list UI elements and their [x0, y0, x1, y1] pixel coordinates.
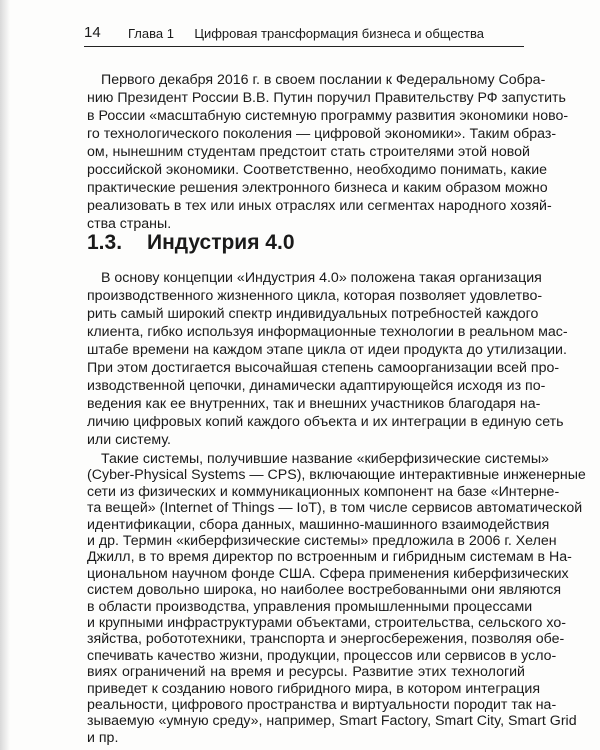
- paragraph-3-line: зываемую «умную среду», например, Smart Factory, Smart City, Smart Grid: [87, 713, 577, 730]
- section-number: 1.3.: [87, 231, 123, 254]
- paragraph-3-line: и крупными инфраструктурами объектами, строительства, сельского хо-: [87, 615, 566, 631]
- paragraph-2-line: В основу концепции «Индустрия 4.0» положена такая организация: [101, 270, 542, 286]
- paragraph-3-line: и др. Термин «киберфизические системы» предложила в 2006 г. Хелен: [87, 533, 557, 549]
- section-title: Индустрия 4.0: [147, 231, 295, 254]
- paragraph-2-line: личию цифровых копий каждого объекта и их интеграции в единую сеть: [87, 414, 564, 430]
- paragraph-3-line: Джилл, в то время директор по встроенным и гибридным системам в На-: [87, 549, 572, 566]
- paragraph-2-line: рить самый широкий спектр индивидуальных потребностей каждого: [87, 306, 539, 322]
- paragraph-3-line: циональном научном фонде США. Сфера применения киберфизических: [87, 565, 569, 582]
- paragraph-3-line: приведет к созданию нового гибридного мира, в котором интеграция: [87, 680, 541, 697]
- paragraph-1-line: нию Президент России В.В. Путин поручил Правительству РФ запустить: [87, 90, 566, 106]
- running-header: [84, 24, 524, 47]
- paragraph-3-line: (Cyber-Physical Systems — CPS), включающие интерактивные инженерные: [87, 467, 586, 484]
- paragraph-2-line: штабе времени на каждом этапе цикла от идеи продукта до утилизации.: [87, 342, 567, 358]
- paragraph-2-line: ведения как ее внутренних, так и внешних участников благодаря на-: [87, 396, 541, 412]
- paragraph-1-line: ства страны.: [87, 216, 172, 232]
- paragraph-1-line: практические решения электронного бизнеса и каким образом можно: [87, 180, 548, 196]
- page-number: 14: [84, 24, 101, 41]
- paragraph-2-line: или систему.: [87, 432, 171, 448]
- paragraph-3-line: та вещей» (Internet of Things — IoT), в том числе сервисов автоматической: [87, 500, 583, 517]
- paragraph-3-line: сети из физических и коммуникационных компонент на базе «Интерне-: [87, 483, 560, 500]
- paragraph-1-line: реализовать в тех или иных отраслях или сегментах народного хозяй-: [87, 198, 552, 214]
- paragraph-3-line: спечивать качество жизни, продукции, процессов или сервисов в усло-: [87, 647, 557, 664]
- paragraph-3-line: реальности, цифрового пространства и виртуальности породит так на-: [87, 697, 557, 713]
- paragraph-3-line: систем довольно широка, но наиболее востребованными они являются: [87, 582, 562, 599]
- paragraph-3-line: идентификации, сбора данных, машинно-машинного взаимодействия: [87, 516, 550, 533]
- paragraph-2-line: клиента, гибко используя информационные технологии в реальном мас-: [87, 324, 568, 340]
- paragraph-2-line: изводственной цепочки, динамически адаптирующейся исходя из по-: [87, 378, 546, 394]
- paragraph-1-line: ом, нынешним студентам предстоит стать строителями этой новой: [87, 144, 530, 160]
- paragraph-3-line: зяйства, робототехники, транспорта и энергосбережения, позволяя обе-: [87, 631, 565, 648]
- paragraph-3-line: в области производства, управления промышленными процессами: [87, 598, 533, 615]
- paragraph-1-line: Первого декабря 2016 г. в своем послании к Федеральному Собра-: [101, 72, 546, 88]
- chapter-label: Глава 1: [128, 26, 174, 41]
- section-heading: [87, 228, 295, 258]
- paragraph-2-line: При этом достигается высочайшая степень самоорганизации всей про-: [87, 360, 560, 376]
- paragraph-1-line: го технологического поколения — цифровой экономики». Таким образ-: [87, 126, 557, 142]
- paragraph-3-line: Такие системы, получившие название «киберфизические системы»: [101, 451, 549, 467]
- running-title: Цифровая трансформация бизнеса и общества: [194, 26, 484, 41]
- paragraph-1-line: в России «масштабную системную программу развития экономики ново-: [87, 108, 569, 124]
- paragraph-3-line: виях ограничений на время и ресурсы. Развитие этих технологий: [87, 664, 525, 681]
- paragraph-2-line: производственного жизненного цикла, которая позволяет удовлетво-: [87, 288, 543, 304]
- paragraph-1-line: российской экономики. Соответственно, необходимо понимать, какие: [87, 162, 548, 178]
- paragraph-3-line: и пр.: [87, 729, 119, 746]
